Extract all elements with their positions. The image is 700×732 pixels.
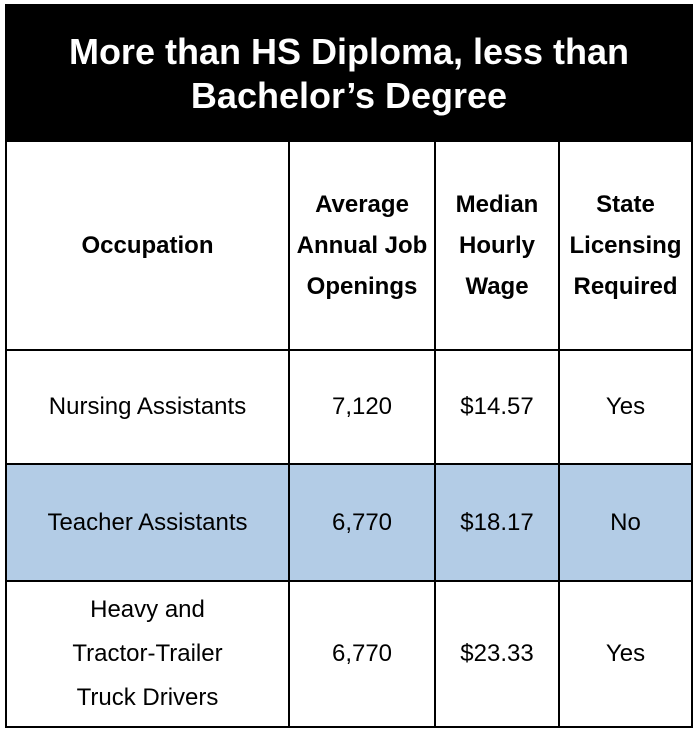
cell-hourly-wage: $18.17: [435, 464, 559, 581]
occupation-table: [7, 142, 691, 726]
occupation-table-frame: [5, 4, 693, 728]
header-job-openings: Average Annual Job Openings: [289, 142, 435, 350]
cell-hourly-wage: $23.33: [435, 581, 559, 726]
table-row: [7, 581, 691, 726]
cell-hourly-wage: $14.57: [435, 350, 559, 464]
header-occupation: Occupation: [7, 142, 289, 350]
header-state-licensing: State Licensing Required: [559, 142, 691, 350]
table-row-highlighted: [7, 464, 691, 581]
header-hourly-wage: Median Hourly Wage: [435, 142, 559, 350]
cell-state-licensing: Yes: [559, 350, 691, 464]
cell-job-openings: 6,770: [289, 464, 435, 581]
cell-occupation: Heavy and Tractor-Trailer Truck Drivers: [7, 581, 289, 726]
cell-job-openings: 6,770: [289, 581, 435, 726]
cell-occupation: Nursing Assistants: [7, 350, 289, 464]
table-title: More than HS Diploma, less than Bachelor’s Degree: [7, 6, 691, 142]
cell-state-licensing: No: [559, 464, 691, 581]
cell-state-licensing: Yes: [559, 581, 691, 726]
cell-job-openings: 7,120: [289, 350, 435, 464]
header-row: [7, 142, 691, 350]
cell-occupation: Teacher Assistants: [7, 464, 289, 581]
table-row: [7, 350, 691, 464]
